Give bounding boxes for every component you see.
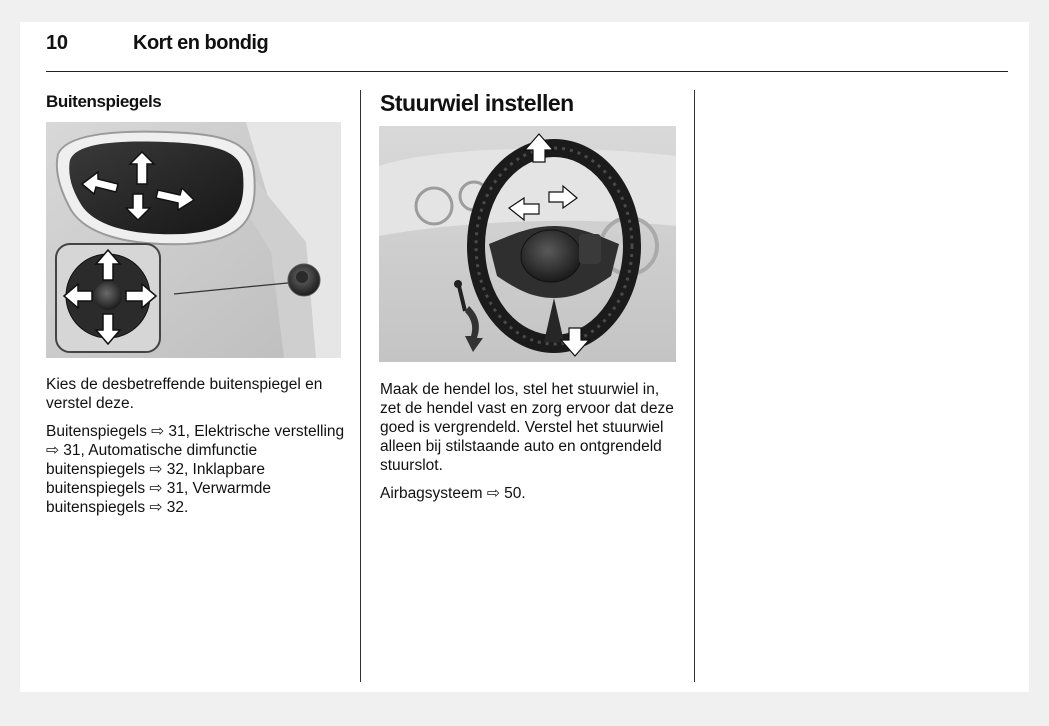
steering-instruction: Maak de hendel los, stel het stuurwiel in, zet de hendel vast en zorg ervoor dat deze goed is vergrendeld. Verstel het stuurwiel alleen bij stilstaande auto en ontgrendeld stuurslot. — [380, 381, 674, 474]
page-number: 10 — [46, 32, 68, 54]
page-title: Kort en bondig — [133, 32, 269, 54]
section-heading-steering: Stuurwiel instellen — [380, 90, 574, 116]
manual-page — [20, 22, 1029, 692]
steering-wheel-figure — [379, 126, 676, 362]
header-divider — [46, 71, 1008, 72]
steering-illustration — [379, 126, 676, 362]
steering-reference: Airbagsysteem ⇨ 50. — [380, 485, 526, 502]
mirror-control-figure — [46, 122, 341, 358]
column-divider-right — [694, 90, 695, 682]
mirror-illustration — [46, 122, 341, 358]
column-divider-left — [360, 90, 361, 682]
mirrors-instruction: Kies de desbetreffende buitenspiegel en verstel deze. — [46, 376, 323, 412]
section-heading-mirrors: Buitenspiegels — [46, 92, 162, 111]
mirrors-references: Buitenspiegels ⇨ 31, Elektrische verstelling ⇨ 31, Automatische dimfunctie buitenspiegels ⇨ 32, Inklapbare buitenspiegels ⇨ 31, Verwarmde buitenspiegels ⇨ 32. — [46, 423, 345, 516]
